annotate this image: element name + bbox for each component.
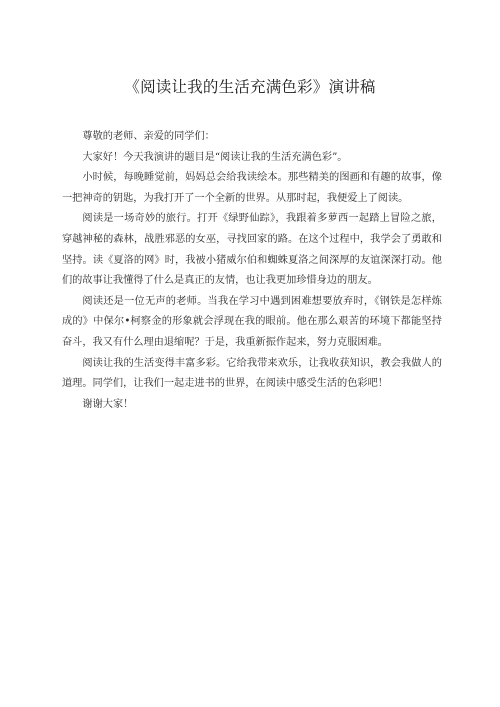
paragraph-conclusion: 阅读让我的生活变得丰富多彩。它给我带来欢乐，让我收获知识，教会我做人的道理。同学们，让我们一起走进书的世界，在阅读中感受生活的色彩吧！ bbox=[62, 357, 442, 390]
paragraph-opening: 大家好！今天我演讲的题目是“阅读让我的生活充满色彩”。 bbox=[82, 151, 348, 163]
paragraph-thanks: 谢谢大家！ bbox=[82, 398, 134, 410]
document-title: 《阅读让我的生活充满色彩》演讲稿 bbox=[124, 78, 376, 96]
paragraph-teacher: 阅读还是一位无声的老师。当我在学习中遇到困难想要放弃时，《钢铁是怎样炼成的》中保尔•柯察金的形象就会浮现在我的眼前。他在那么艰苦的环境下都能坚持奋斗，我又有什么理由退缩呢？于是，我重新振作起来，努力克服困难。 bbox=[62, 295, 442, 348]
paragraph-greeting: 尊敬的老师、亲爱的同学们： bbox=[82, 131, 215, 142]
paragraph-journey: 阅读是一场奇妙的旅行。打开《绿野仙踪》，我跟着多萝西一起踏上冒险之旅，穿越神秘的森林，战胜邪恶的女巫，寻找回家的路。在这个过程中，我学会了勇敢和坚持。读《夏洛的网》时，我被小猪威尔伯和蜘蛛夏洛之间深厚的友谊深深打动。他们的故事让我懂得了什么是真正的友情，也让我更加珍惜身边的朋友。 bbox=[62, 213, 442, 287]
paragraph-childhood: 小时候，每晚睡觉前，妈妈总会给我读绘本。那些精美的图画和有趣的故事，像一把神奇的钥匙，为我打开了一个全新的世界。从那时起，我便爱上了阅读。 bbox=[62, 172, 442, 204]
speech-body bbox=[62, 127, 442, 415]
